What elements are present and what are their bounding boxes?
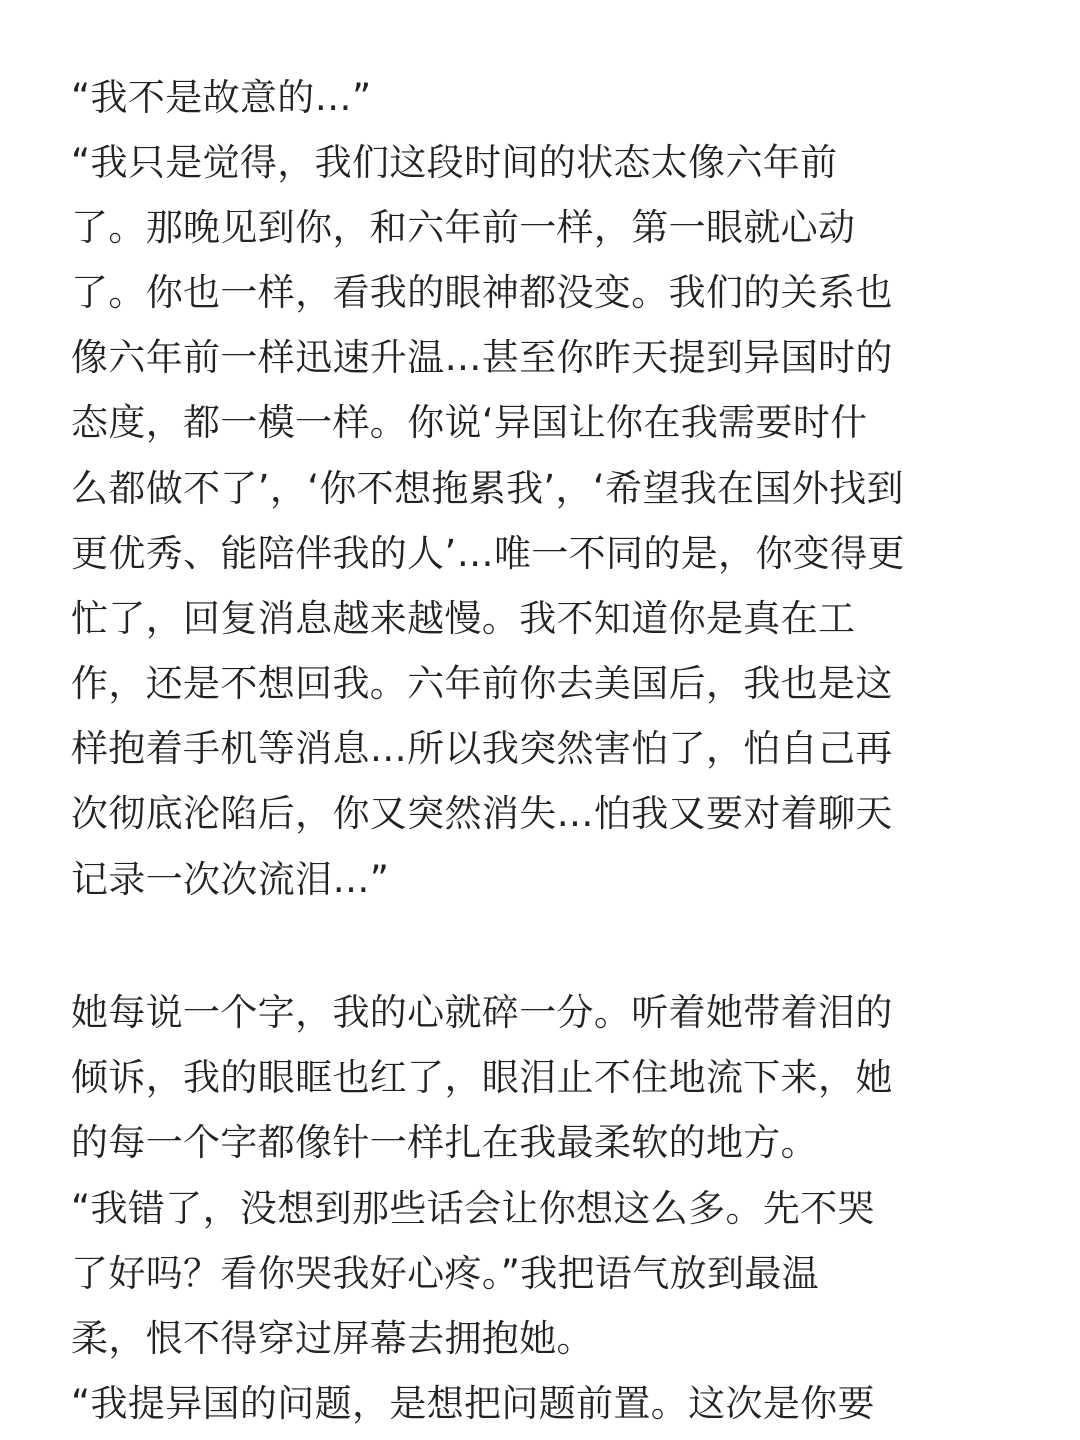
- text-line: 倾诉，我的眼眶也红了，眼泪止不住地流下来，她: [71, 1056, 893, 1099]
- text-line: 更优秀、能陪伴我的人’…唯一不同的是，你变得更: [71, 532, 905, 575]
- text-line: 么都做不了’，‘你不想拖累我’，‘希望我在国外找到: [71, 467, 904, 510]
- text-line: “我只是觉得，我们这段时间的状态太像六年前: [71, 141, 838, 184]
- text-line: 的每一个字都像针一样扎在我最柔软的地方。: [71, 1121, 818, 1164]
- text-line: “我不是故意的…”: [71, 76, 372, 119]
- text-line: 柔，恨不得穿过屏幕去拥抱她。: [71, 1317, 594, 1360]
- text-line: “我错了，没想到那些话会让你想这么多。先不哭: [71, 1187, 875, 1230]
- text-line: 次彻底沦陷后，你又突然消失…怕我又要对着聊天: [71, 792, 893, 835]
- text-line: 她每说一个字，我的心就碎一分。听着她带着泪的: [71, 991, 893, 1034]
- text-line: 态度，都一模一样。你说‘异国让你在我需要时什: [71, 401, 868, 444]
- text-line: 了好吗？看你哭我好心疼。”我把语气放到最温: [71, 1252, 820, 1295]
- text-line: 忙了，回复消息越来越慢。我不知道你是真在工: [71, 597, 856, 640]
- text-line: 样抱着手机等消息…所以我突然害怕了，怕自己再: [71, 727, 893, 770]
- text-line: 记录一次次流泪…”: [71, 858, 390, 901]
- text-line: 作，还是不想回我。六年前你去美国后，我也是这: [71, 662, 893, 705]
- text-line: 像六年前一样迅速升温…甚至你昨天提到异国时的: [71, 336, 893, 379]
- text-line: 了。那晚见到你，和六年前一样，第一眼就心动: [71, 206, 856, 249]
- text-line: “我提异国的问题，是想把问题前置。这次是你要: [71, 1382, 875, 1425]
- text-line: 了。你也一样，看我的眼神都没变。我们的关系也: [71, 271, 893, 314]
